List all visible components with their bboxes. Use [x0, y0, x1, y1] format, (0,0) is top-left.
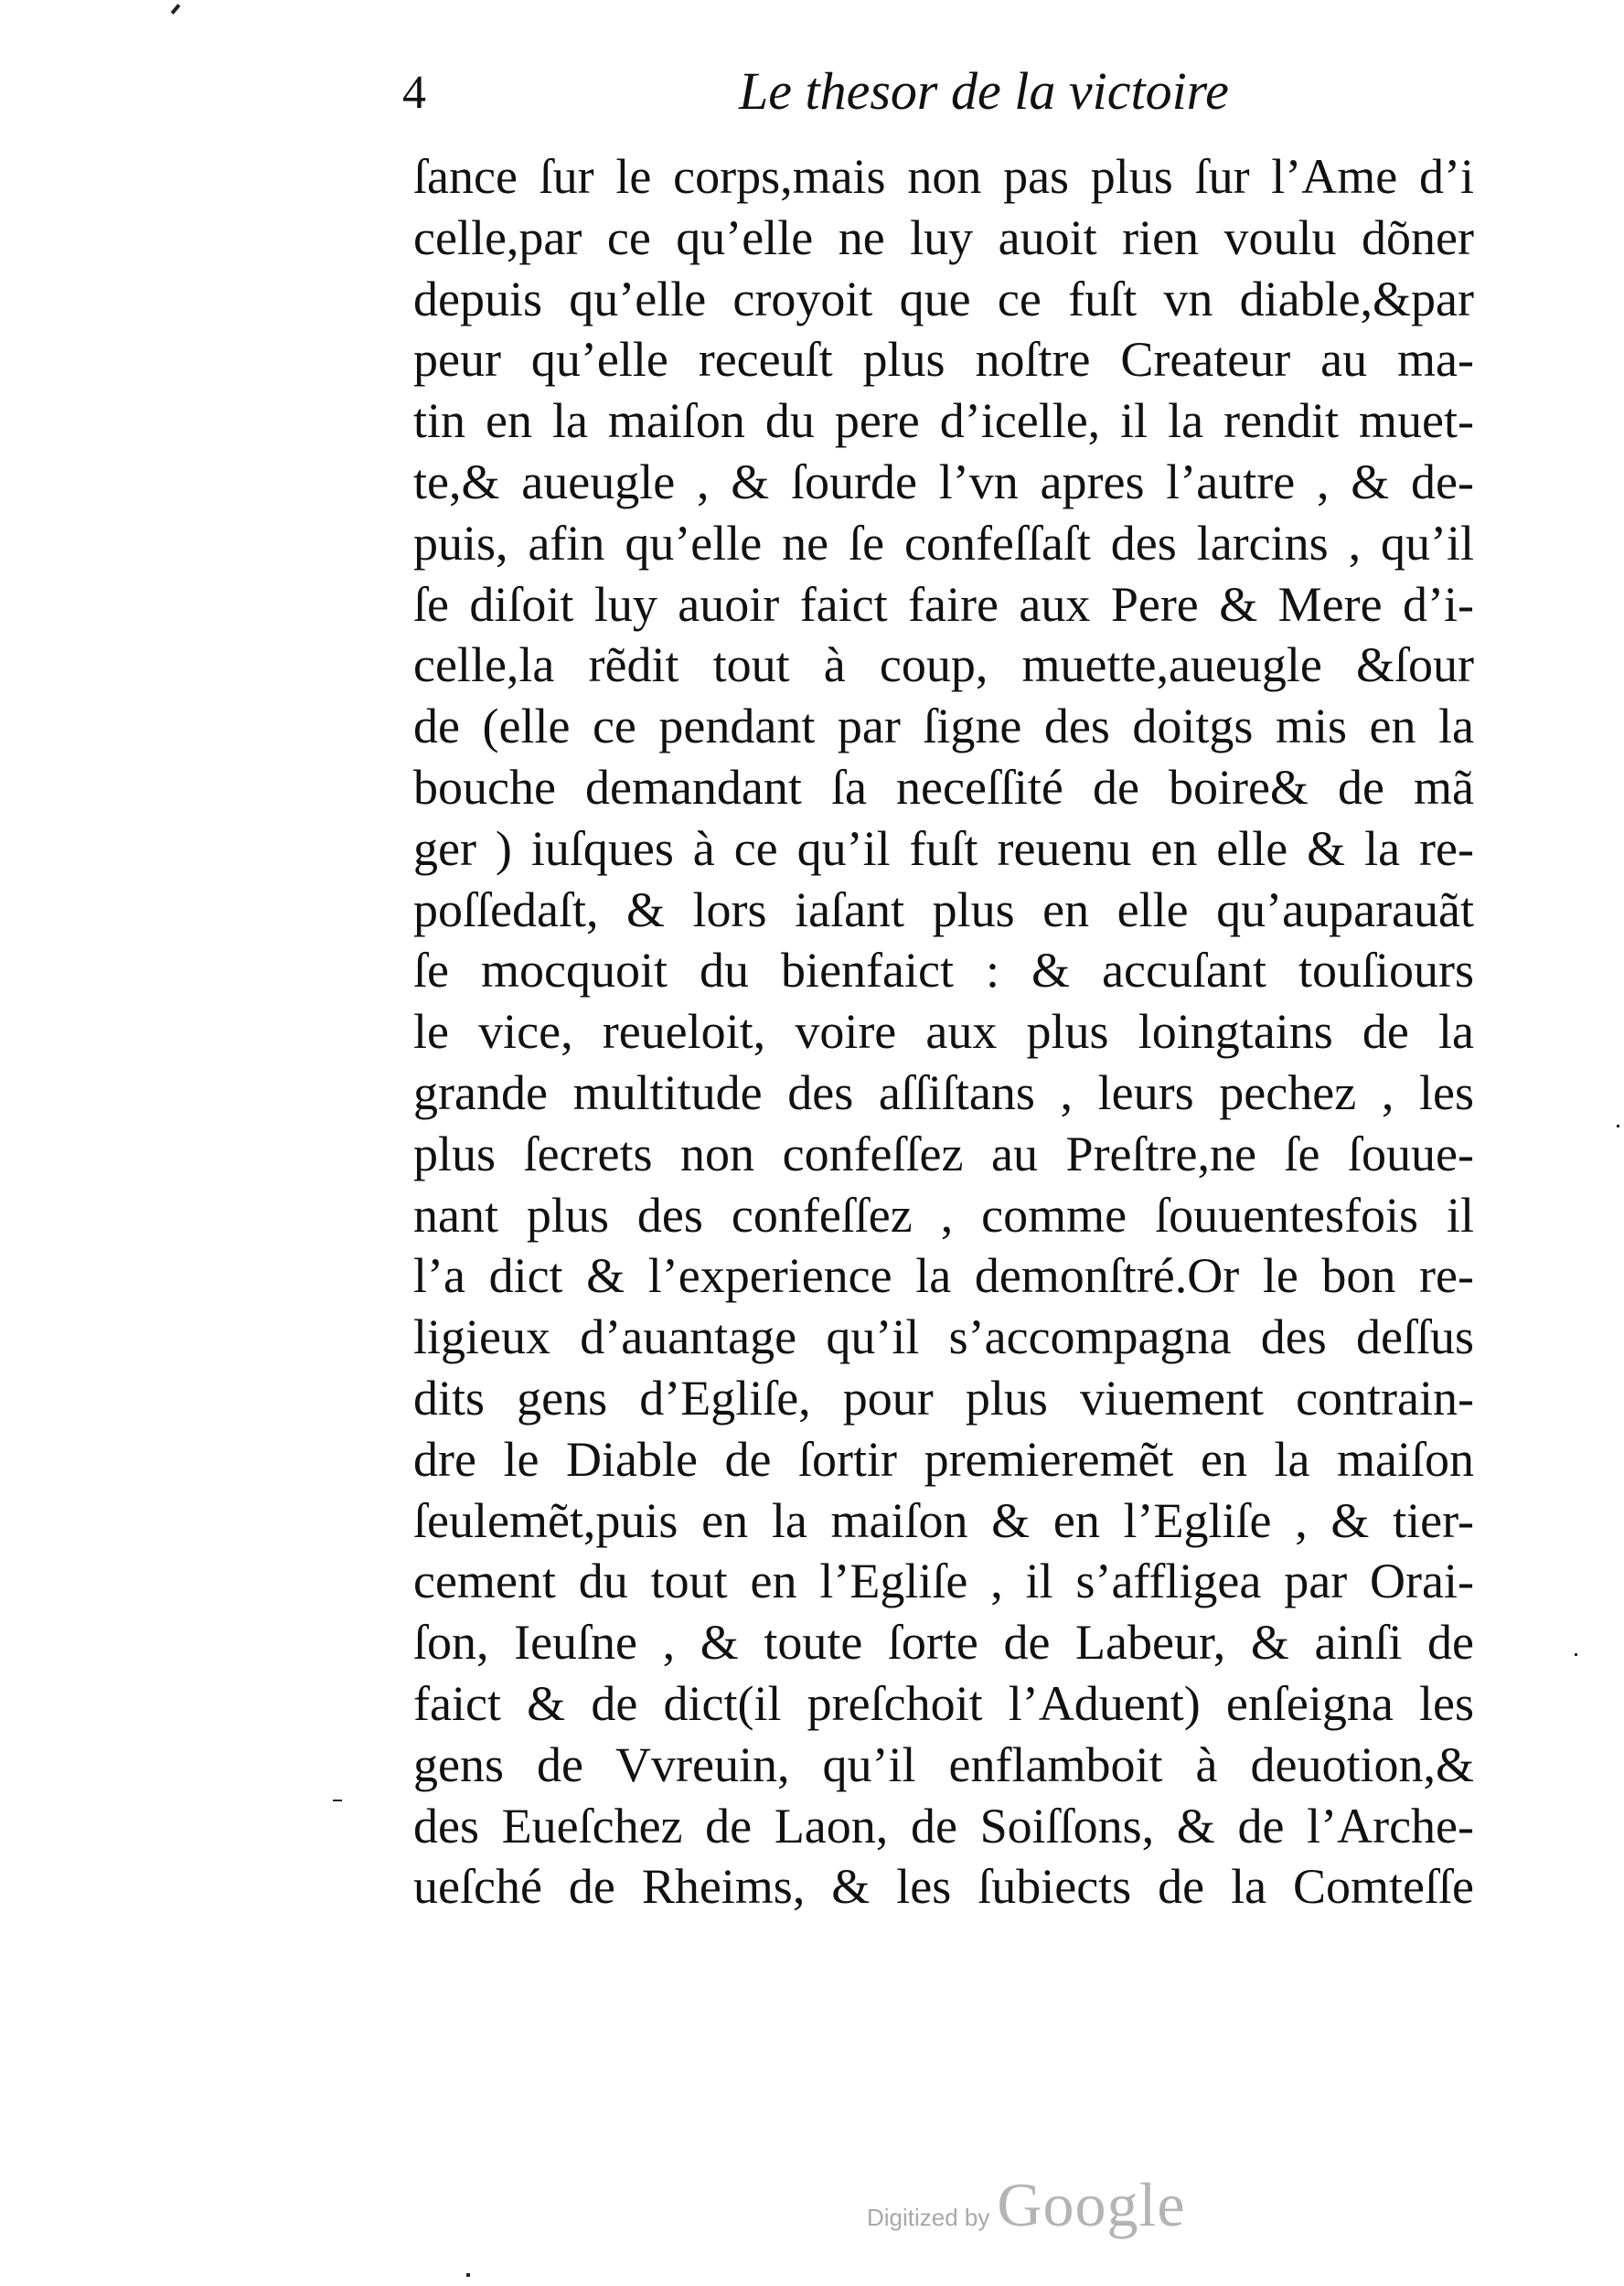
text-line: plus ſecrets non confeſſez au Preſtre,ne ſe ſouue-	[413, 1126, 1474, 1181]
ink-speck	[1617, 1125, 1619, 1127]
text-line: l’a dict & l’experience la demonſtré.Or le bon re-	[413, 1248, 1474, 1304]
text-line: ligieux d’auantage qu’il s’accompagna des deſſus	[413, 1309, 1474, 1365]
text-line: te,& aueugle , & ſourde l’vn apres l’autre , & de-	[413, 454, 1474, 509]
text-line: bouche demandant ſa neceſſité de boire& de mã	[413, 759, 1474, 815]
ink-speck	[333, 1800, 342, 1801]
text-line: ueſché de Rheims, & les ſubiects de la Comteſſe	[413, 1859, 1474, 1915]
ink-speck	[1575, 1653, 1577, 1656]
text-line: celle,la rẽdit tout à coup, muette,aueugle &ſour	[413, 637, 1474, 693]
digitized-watermark	[867, 2169, 1186, 2239]
text-line: grande multitude des aſſiſtans , leurs pechez , les	[413, 1064, 1474, 1120]
text-line: ſon, Ieuſne , & toute ſorte de Labeur, & ainſi de	[413, 1615, 1474, 1671]
text-line: ger ) iuſques à ce qu’il fuſt reuenu en elle & la re-	[413, 820, 1474, 876]
body-text	[413, 146, 1474, 1917]
text-line: tin en la maiſon du pere d’icelle, il la rendit muet-	[413, 393, 1474, 449]
text-line: faict & de dict(il preſchoit l’Aduent) enſeigna les	[413, 1675, 1474, 1731]
text-line: le vice, reueloit, voire aux plus loingtains de la	[413, 1004, 1474, 1060]
digitized-by-text: Digitized by	[867, 2204, 990, 2231]
text-line: puis, afin qu’elle ne ſe confeſſaſt des larcins , qu’il	[413, 515, 1474, 571]
text-line: nant plus des confeſſez , comme ſouuentesfois il	[413, 1187, 1474, 1243]
text-line: poſſedaſt, & lors iaſant plus en elle qu’auparauãt	[413, 881, 1474, 937]
text-line: dre le Diable de ſortir premieremẽt en la maiſon	[413, 1431, 1474, 1487]
text-line: ſeulemẽt,puis en la maiſon & en l’Egliſe , & tier-	[413, 1492, 1474, 1548]
text-line: ſe mocquoit du bienfaict : & accuſant touſiours	[413, 943, 1474, 999]
page-number: 4	[402, 67, 426, 119]
running-head: Le thesor de la victoire	[739, 61, 1229, 121]
text-line: celle,par ce qu’elle ne luy auoit rien voulu dõner	[413, 209, 1474, 265]
text-line: cement du tout en l’Egliſe , il s’affligea par Orai-	[413, 1554, 1474, 1609]
text-line: de (elle ce pendant par ſigne des doitgs mis en la	[413, 699, 1474, 754]
text-line: ſance ſur le corps,mais non pas plus ſur l’Ame d’i	[413, 149, 1474, 204]
text-line: peur qu’elle receuſt plus noſtre Createur au ma-	[413, 332, 1474, 388]
text-line: gens de Vvreuin, qu’il enflamboit à deuotion,&	[413, 1736, 1474, 1792]
text-line: des Eueſchez de Laon, de Soiſſons, & de l’Arche-	[413, 1798, 1474, 1853]
google-logo: Google	[997, 2170, 1186, 2239]
ink-speck	[171, 4, 181, 15]
text-line: dits gens d’Egliſe, pour plus viuement contrain-	[413, 1370, 1474, 1426]
ink-speck	[466, 2273, 470, 2277]
text-line: depuis qu’elle croyoit que ce fuſt vn diable,&par	[413, 271, 1474, 326]
text-line: ſe diſoit luy auoir faict faire aux Pere & Mere d’i-	[413, 576, 1474, 632]
